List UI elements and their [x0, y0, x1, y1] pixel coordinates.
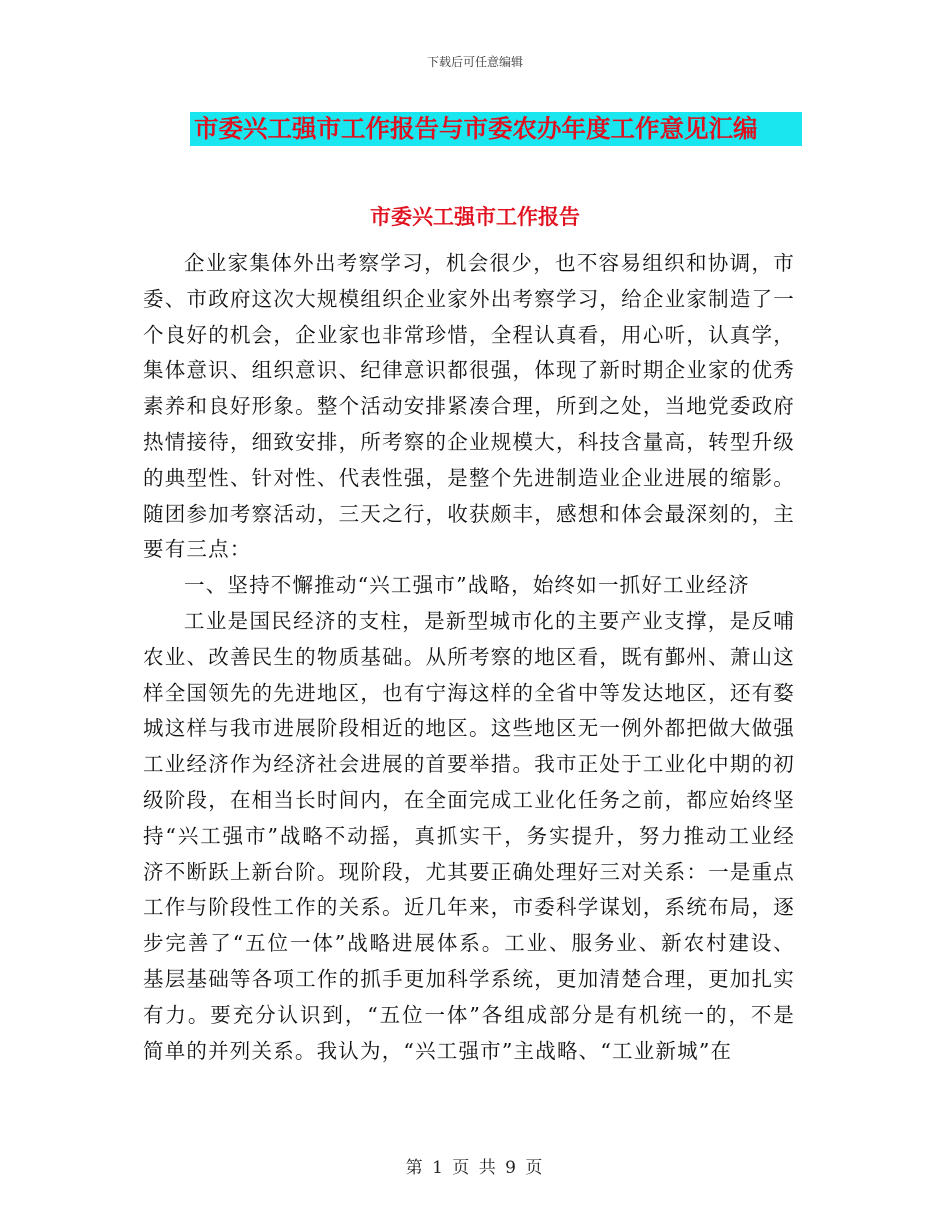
document-title: 市委兴工强市工作报告与市委农办年度工作意见汇编 — [194, 114, 758, 143]
section-title: 市委兴工强市工作报告 — [370, 204, 580, 229]
page-footer: 第 1 页 共 9 页 — [405, 1158, 545, 1178]
document-title-highlight — [190, 112, 802, 146]
paragraph-intro: 企业家集体外出考察学习，机会很少，也不容易组织和协调，市委、市政府这次大规模组织企业家外出考察学习，给企业家制造了一个良好的机会，企业家也非常珍惜，全程认真看，用心听，认真学，集体意识、组织意识、纪律意识都很强，体现了新时期企业家的优秀素养和良好形象。整个活动安排紧凑合理，所到之处，当地党委政府热情接待，细致安排，所考察的企业规模大，科技含量高，转型升级的典型性、针对性、代表性强，是整个先进制造业企业进展的缩影。随团参加考察活动，三天之行，收获颇丰，感想和体会最深刻的，主要有三点： — [143, 251, 795, 562]
paragraph-heading-one: 一、坚持不懈推动“兴工强市”战略，始终如一抓好工业经济 — [184, 573, 750, 598]
paragraph-industry: 工业是国民经济的支柱，是新型城市化的主要产业支撑，是反哺农业、改善民生的物质基础。从所考察的地区看，既有鄞州、萧山这样全国领先的先进地区，也有宁海这样的全省中等发达地区，还有婺城这样与我市进展阶段相近的地区。这些地区无一例外都把做大做强工业经济作为经济社会进展的首要举措。我市正处于工业化中期的初级阶段，在相当长时间内，在全面完成工业化任务之前，都应始终坚持“兴工强市”战略不动摇，真抓实干，务实提升，努力推动工业经济不断跃上新台阶。现阶段，尤其要正确处理好三对关系：一是重点工作与阶段性工作的关系。近几年来，市委科学谋划，系统布局，逐步完善了“五位一体”战略进展体系。工业、服务业、新农村建设、基层基础等各项工作的抓手更加科学系统，更加清楚合理，更加扎实有力。要充分认识到，“五位一体”各组成部分是有机统一的，不是简单的并列关系。我认为，“兴工强市”主战略、“工业新城”在 — [143, 608, 795, 1063]
document-body — [143, 246, 795, 1069]
page-header-note: 下载后可任意编辑 — [426, 55, 523, 69]
